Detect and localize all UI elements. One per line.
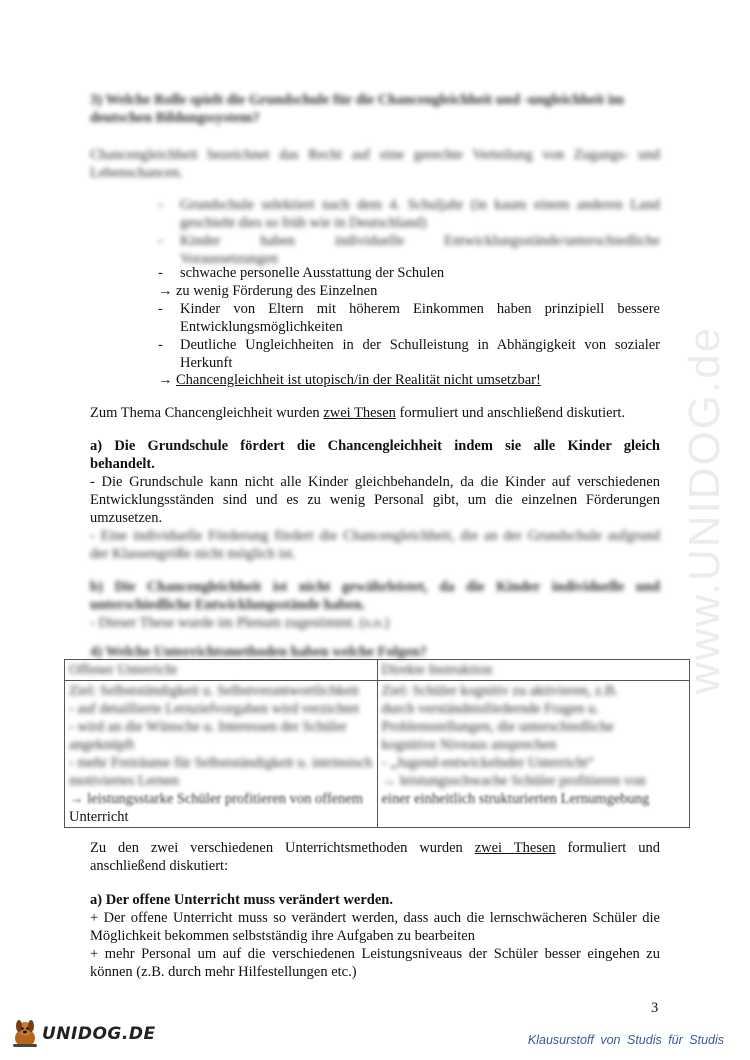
bullet-inequality-line1: Deutliche Ungleichheiten in der Schulleistung in Abhängigkeit von sozialer — [180, 337, 660, 353]
dog-icon — [10, 1018, 40, 1050]
bullet-dash: - — [158, 197, 163, 213]
bullet-individual-line1: Kinder haben individuelle Entwicklungsstände/unterschiedliche — [180, 233, 660, 249]
bullet-income-line1: Kinder von Eltern mit höherem Einkommen haben prinzipiell bessere — [180, 301, 660, 317]
thesis-a-body-line3: umzusetzen. — [90, 510, 163, 526]
bullet-individual-line2: Voraussetzungen — [180, 251, 278, 267]
methods-intro-line1: Zu den zwei verschiedenen Unterrichtsmethoden wurden zwei Thesen formuliert und — [90, 840, 660, 856]
bullet-staff: schwache personelle Ausstattung der Schulen — [180, 265, 445, 281]
thesis-open-p1-line1: + Der offene Unterricht muss so verändert werden, dass auch die lernschwächeren Schüler die — [90, 910, 660, 926]
page-number: 3 — [651, 1000, 659, 1016]
thesis-open-p2-line1: + mehr Personal um auf die verschiedenen Leistungsniveaus der Schüler besser eingehen zu — [90, 946, 660, 962]
logo-text: UNIDOG.DE — [42, 1024, 156, 1044]
thesis-open-title: a) Der offene Unterricht muss verändert werden. — [90, 892, 393, 908]
bullet-income-line2: Entwicklungsmöglichkeiten — [180, 319, 343, 335]
arrow-icon: → — [158, 283, 173, 299]
bullet-dash: - — [158, 301, 163, 317]
conclusion-text: Chancengleichheit ist utopisch/in der Realität nicht umsetzbar! — [176, 372, 541, 388]
footer-slogan: Klausurstoff von Studis für Studis — [527, 1033, 724, 1047]
table-cell-direct: Ziel: Schüler kognitiv zu aktivieren, z.B. durch verständnisfördernde Fragen u. Problemstellungen, die unterschiedliche kognitive Niveaus ansprechen - „Jugend-entwickelnder Unterricht“ → leistungsschwache Schüler profitieren von einer einheitlich strukturierten Lernumgebung — [377, 681, 690, 828]
table-header-row — [65, 660, 690, 681]
bullet-selection-line1: Grundschule selektiert nach dem 4. Schuljahr (in kaum einem anderen Land — [180, 197, 660, 213]
bullet-dash: - — [158, 337, 163, 353]
table-header-open: Offener Unterricht — [65, 660, 378, 681]
thesis-a-body-line1: - Die Grundschule kann nicht alle Kinder gleichbehandeln, da die Kinder auf verschiedenen — [90, 474, 660, 490]
thesis-a-title-line2: behandelt. — [90, 456, 155, 472]
theses-intro: Zum Thema Chancengleichheit wurden zwei Thesen formuliert und anschließend diskutiert. — [90, 405, 626, 421]
section3-question-line1: 3) Welche Rolle spielt die Grundschule für die Chancengleichheit und -ungleichheit im — [90, 92, 624, 108]
thesis-b-title-line2: unterschiedliche Entwicklungsstände haben. — [90, 597, 366, 613]
thesis-b-title-line1: b) Die Chancengleichheit ist nicht gewährleistet, da die Kinder individuelle und — [90, 579, 660, 595]
definition-line2: Lebenschancen. — [90, 165, 183, 181]
methods-intro-line2: anschließend diskutiert: — [90, 858, 229, 874]
bullet-dash: - — [158, 265, 163, 281]
thesis-b-body: - Dieser These wurde im Plenum zugestimmt. (s.o.) — [90, 615, 390, 631]
bullet-dash: - — [158, 233, 163, 249]
arrow-icon: → — [158, 372, 173, 388]
table-cell-open: Ziel: Selbstständigkeit u. Selbstverantwortlichkeit - auf detaillierte Lernziefvorgaben wird verzichtet - wird an die Wünsche u. Interessen der Schüler angeknüpft - mehr Freiräume für Selbstständigkeit u. intrinsisch motiviertes Lernen → leistungsstarke Schüler profitieren von offenem Unterricht — [65, 681, 378, 828]
thesis-a-blur-line2: der Klassengröße nicht möglich ist. — [90, 546, 296, 562]
unidog-logo — [10, 1016, 156, 1052]
section4-question: 4) Welche Unterrichtsmethoden haben welche Folgen? — [90, 644, 427, 660]
thesis-a-body-line2: Entwicklungsständen sind und es zu wenig Personal gibt, um die einzelnen Förderungen — [90, 492, 660, 508]
thesis-a-title-line1: a) Die Grundschule fördert die Chancengleichheit indem sie alle Kinder gleich — [90, 438, 660, 454]
thesis-open-p1-line2: Möglichkeit bekommen selbstständig ihre Aufgaben zu bearbeiten — [90, 928, 475, 944]
table-row — [65, 681, 690, 828]
theses-intro-link: zwei Thesen — [323, 405, 396, 421]
section3-question-line2: deutschen Bildungssystem? — [90, 110, 260, 126]
thesis-open-p2-line2: können (z.B. durch mehr Hilfestellungen etc.) — [90, 964, 357, 980]
definition-line1: Chancengleichheit bezeichnet das Recht auf eine gerechte Verteilung von Zugangs- und — [90, 147, 660, 163]
thesis-a-blur-line1: - Eine individuelle Förderung fördert die Chancengleichheit, die an der Grundschule aufgrund — [90, 528, 660, 544]
methods-intro-link: zwei Thesen — [474, 840, 556, 856]
watermark: www.UNIDOG.de — [680, 325, 730, 695]
methods-table — [64, 659, 690, 828]
bullet-selection-line2: geschieht dies so früh wie in Deutschland) — [180, 215, 427, 231]
arrow-support-text: zu wenig Förderung des Einzelnen — [176, 283, 378, 299]
table-header-direct: Direkte Instruktion — [377, 660, 690, 681]
bullet-inequality-line2: Herkunft — [180, 355, 233, 371]
